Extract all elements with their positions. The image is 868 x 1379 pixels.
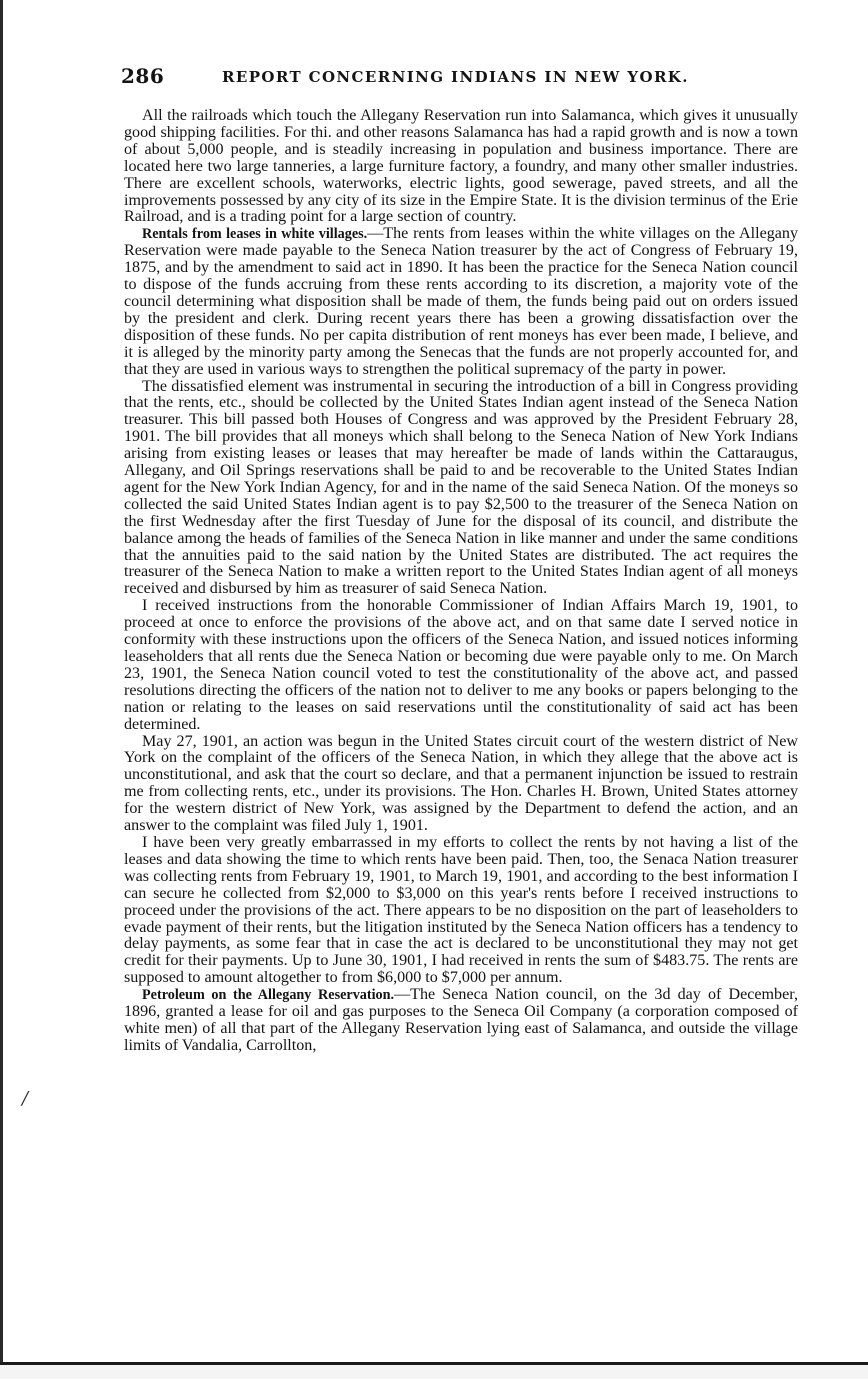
page-header <box>121 64 801 90</box>
paragraph-text: I have been very greatly embarrassed in my efforts to collect the rents by not having a list of the leases and data showing the time to which rents have been paid. Then, too, the Senaca Nation treasurer was collecting rents from February 19, 1901, to March 19, 1901, and according to the best information I can secure he collected from $2,000 to $3,000 on this year's rents before I received instructions to proceed under the provisions of the act. There appears to be no disposition on the part of leaseholders to evade payment of their rents, but the litigation instituted by the Seneca Nation officers has a tendency to delay payments, as some fear that in case the act is declared to be unconstitutional they may not get credit for their payments. Up to June 30, 1901, I had received in rents the sum of $483.75. The rents are supposed to amount altogether to from $6,000 to $7,000 per annum. <box>124 833 798 987</box>
paragraph-bill <box>124 379 798 599</box>
section-heading-petroleum: Petroleum on the Allegany Reservation. <box>142 987 395 1004</box>
paragraph-text: —The rents from leases within the white villages on the Allegany Reservation were made payable to the Seneca Nation treasurer by the act of Congress of February 19, 1875, and by the amendment to said act in 1890. It has been the practice for the Seneca Nation council to dispose of the funds accruing from these rents according to its discretion, a majority vote of the council determining what disposition shall be made of them, the funds being paid out on orders issued by the president and clerk. During recent years there has been a growing dissatisfaction over the disposition of these funds. No per capita distribution of rent moneys has ever been made, I believe, and it is alleged by the minority party among the Senecas that the funds are not properly accounted for, and that they are used in various ways to strengthen the political supremacy of the party in power. <box>124 225 798 378</box>
bottom-margin-band <box>0 1365 868 1379</box>
section-heading-rentals: Rentals from leases in white villages. <box>142 226 368 243</box>
paragraph-text: May 27, 1901, an action was begun in the United States circuit court of the western district of New York on the complaint of the officers of the Seneca Nation, in which they allege that the above act is unconstitutional, and ask that the court so declare, and that a permanent injunction be issued to restrain me from collecting rents, etc., under its provisions. The Hon. Charles H. Brown, United States attorney for the western district of New York, was assigned by the Department to defend the action, and an answer to the complaint was filed July 1, 1901. <box>124 732 798 835</box>
paragraph-salamanca <box>124 108 798 226</box>
paragraph-instructions <box>124 598 798 733</box>
page-number: 286 <box>121 64 165 88</box>
page-body <box>124 108 798 1055</box>
paragraph-rentals <box>124 226 798 378</box>
margin-pencil-mark: / <box>22 1088 29 1109</box>
paragraph-text: I received instructions from the honorable Commissioner of Indian Affairs March 19, 1901, to proceed at once to enforce the provisions of the above act, and on that same date I served notice in conformity with these instructions upon the officers of the Seneca Nation, and issued notices informing leaseholders that all rents due the Seneca Nation or becoming due were payable only to me. On March 23, 1901, the Seneca Nation council voted to test the constitutionality of the above act, and passed resolutions directing the officers of the nation not to deliver to me any books or papers belonging to the nation or relating to the leases on said reservations until the constitutionality of said act has been determined. <box>124 597 798 733</box>
left-page-edge <box>0 0 3 1379</box>
paragraph-petroleum <box>124 987 798 1055</box>
paragraph-text: All the railroads which touch the Allegany Reservation run into Salamanca, which gives it unusually good shipping facilities. For thi. and other reasons Salamanca has had a rapid growth and is now a town of about 5,000 people, and is steadily increasing in population and business importance. There are located here two large tanneries, a large furniture factory, a foundry, and many other smaller industries. There are excellent schools, waterworks, electric lights, good sewerage, paved streets, and all the improvements possessed by any city of its size in the Empire State. It is the division terminus of the Erie Railroad, and is a trading point for a large section of country. <box>124 107 798 226</box>
running-title: REPORT CONCERNING INDIANS IN NEW YORK. <box>222 68 689 86</box>
paragraph-text: —The Seneca Nation council, on the 3d day of December, 1896, granted a lease for oil and gas purposes to the Seneca Oil Company (a corporation composed of white men) of all that part of the Allegany Reservation lying east of Salamanca, and outside the village limits of Vandalia, Carrollton, <box>124 986 798 1054</box>
paragraph-court-action <box>124 734 798 835</box>
paragraph-text: The dissatisfied element was instrumental in securing the introduction of a bill in Congress providing that the rents, etc., should be collected by the United States Indian agent instead of the Seneca Nation treasurer. This bill passed both Houses of Congress and was approved by the President February 28, 1901. The bill provides that all moneys which shall belong to the Seneca Nation of New York Indians arising from existing leases or leases that may hereafter be made of lands within the Cattaraugus, Allegany, and Oil Springs reservations shall be paid to and be recoverable to the United States Indian agent for the New York Indian Agency, for and in the name of the said Seneca Nation. Of the moneys so collected the said United States Indian agent is to pay $2,500 to the treasurer of the Seneca Nation on the first Wednesday after the first Tuesday of June for the disposal of its council, and distribute the balance among the heads of families of the Seneca Nation in like manner and under the same conditions that the annuities paid to the said nation by the United States are distributed. The act requires the treasurer of the Seneca Nation to make a written report to the United States Indian agent of all moneys received and disbursed by him as treasurer of said Seneca Nation. <box>124 377 798 598</box>
paragraph-collection <box>124 835 798 987</box>
